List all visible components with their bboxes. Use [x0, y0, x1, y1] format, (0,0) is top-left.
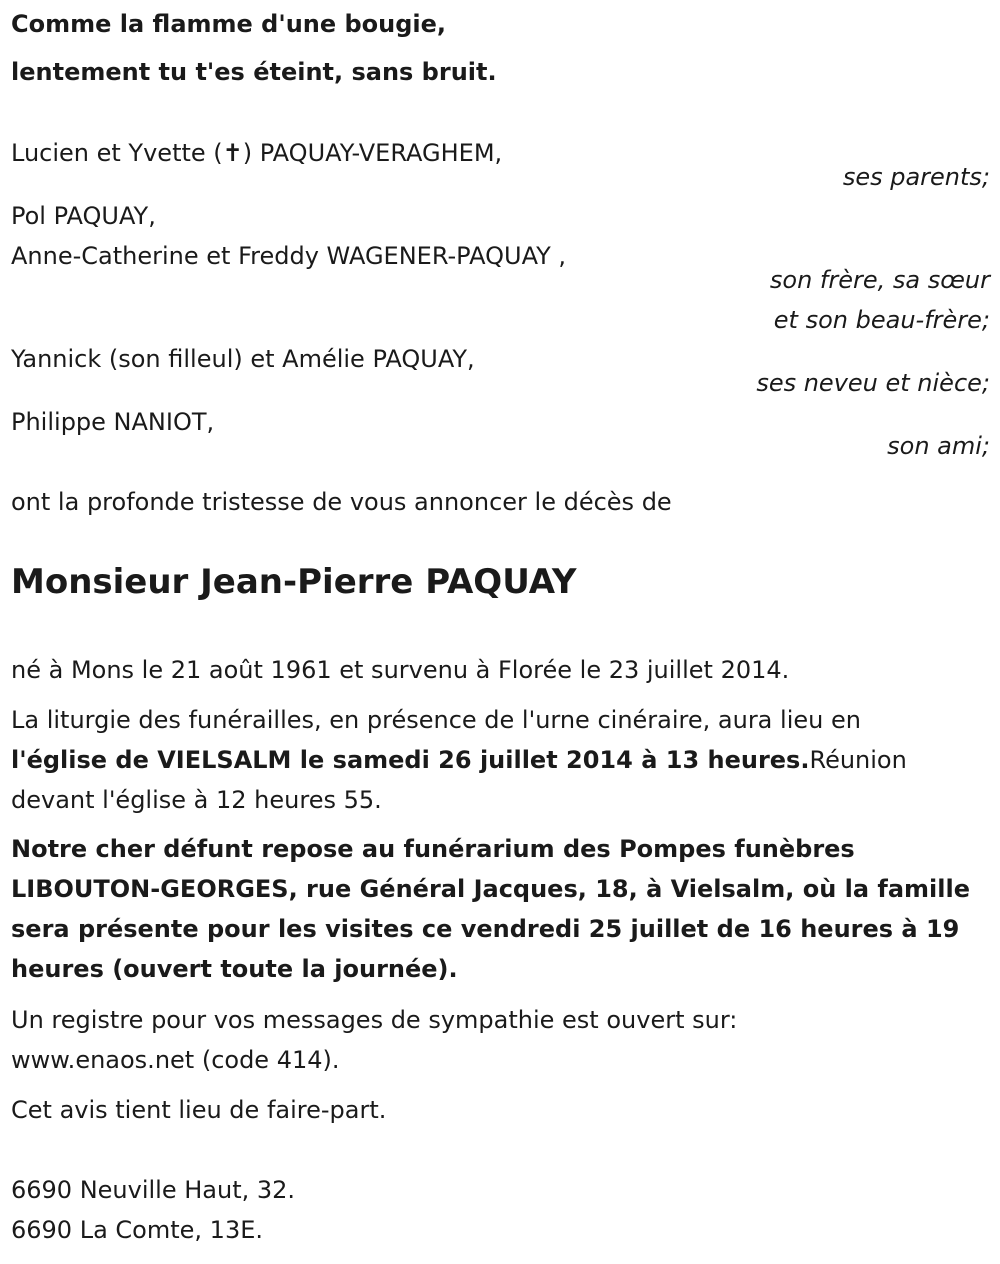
notice-text: Cet avis tient lieu de faire-part. [11, 1096, 387, 1124]
registry-line-1: Un registre pour vos messages de sympathie est ouvert sur: [11, 1006, 738, 1034]
family-names-brother: Pol PAQUAY, [11, 202, 156, 230]
epigraph-line-2: lentement tu t'es éteint, sans bruit. [11, 58, 497, 86]
deceased-name: Monsieur Jean-Pierre PAQUAY [11, 562, 577, 602]
family-relation-siblings-2: et son beau-frère; [773, 306, 990, 334]
announcement-text: ont la profonde tristesse de vous annoncer le décès de [11, 488, 672, 516]
family-relation-friend: son ami; [887, 432, 990, 460]
birth-death-text: né à Mons le 21 août 1961 et survenu à Florée le 23 juillet 2014. [11, 656, 790, 684]
liturgy-line-1: La liturgie des funérailles, en présence de l'urne cinéraire, aura lieu en [11, 706, 861, 734]
family-relation-nephew: ses neveu et nièce; [756, 369, 990, 397]
family-names-sister: Anne-Catherine et Freddy WAGENER-PAQUAY , [11, 242, 567, 270]
family-names-nephew: Yannick (son filleul) et Amélie PAQUAY, [11, 345, 475, 373]
address-1: 6690 Neuville Haut, 32. [11, 1176, 296, 1204]
visitation-line-4: heures (ouvert toute la journée). [11, 955, 458, 983]
epigraph-line-1: Comme la flamme d'une bougie, [11, 10, 447, 38]
visitation-line-3: sera présente pour les visites ce vendredi 25 juillet de 16 heures à 19 [11, 915, 960, 943]
visitation-line-1: Notre cher défunt repose au funérarium des Pompes funèbres [11, 835, 855, 863]
liturgy-line-3: devant l'église à 12 heures 55. [11, 786, 382, 814]
registry-link[interactable]: www.enaos.net (code 414). [11, 1046, 340, 1074]
family-names-parents: Lucien et Yvette (✝) PAQUAY-VERAGHEM, [11, 139, 503, 167]
address-2: 6690 La Comte, 13E. [11, 1216, 263, 1244]
family-relation-parents: ses parents; [842, 163, 990, 191]
family-relation-siblings-1: son frère, sa sœur [769, 266, 990, 294]
visitation-line-2: LIBOUTON-GEORGES, rue Général Jacques, 18, à Vielsalm, où la famille [11, 875, 971, 903]
liturgy-after-bold: Réunion [809, 746, 907, 774]
liturgy-bold-text: l'église de VIELSALM le samedi 26 juillet 2014 à 13 heures. [11, 746, 810, 774]
family-names-friend: Philippe NANIOT, [11, 408, 215, 436]
liturgy-line-2 [11, 746, 907, 775]
